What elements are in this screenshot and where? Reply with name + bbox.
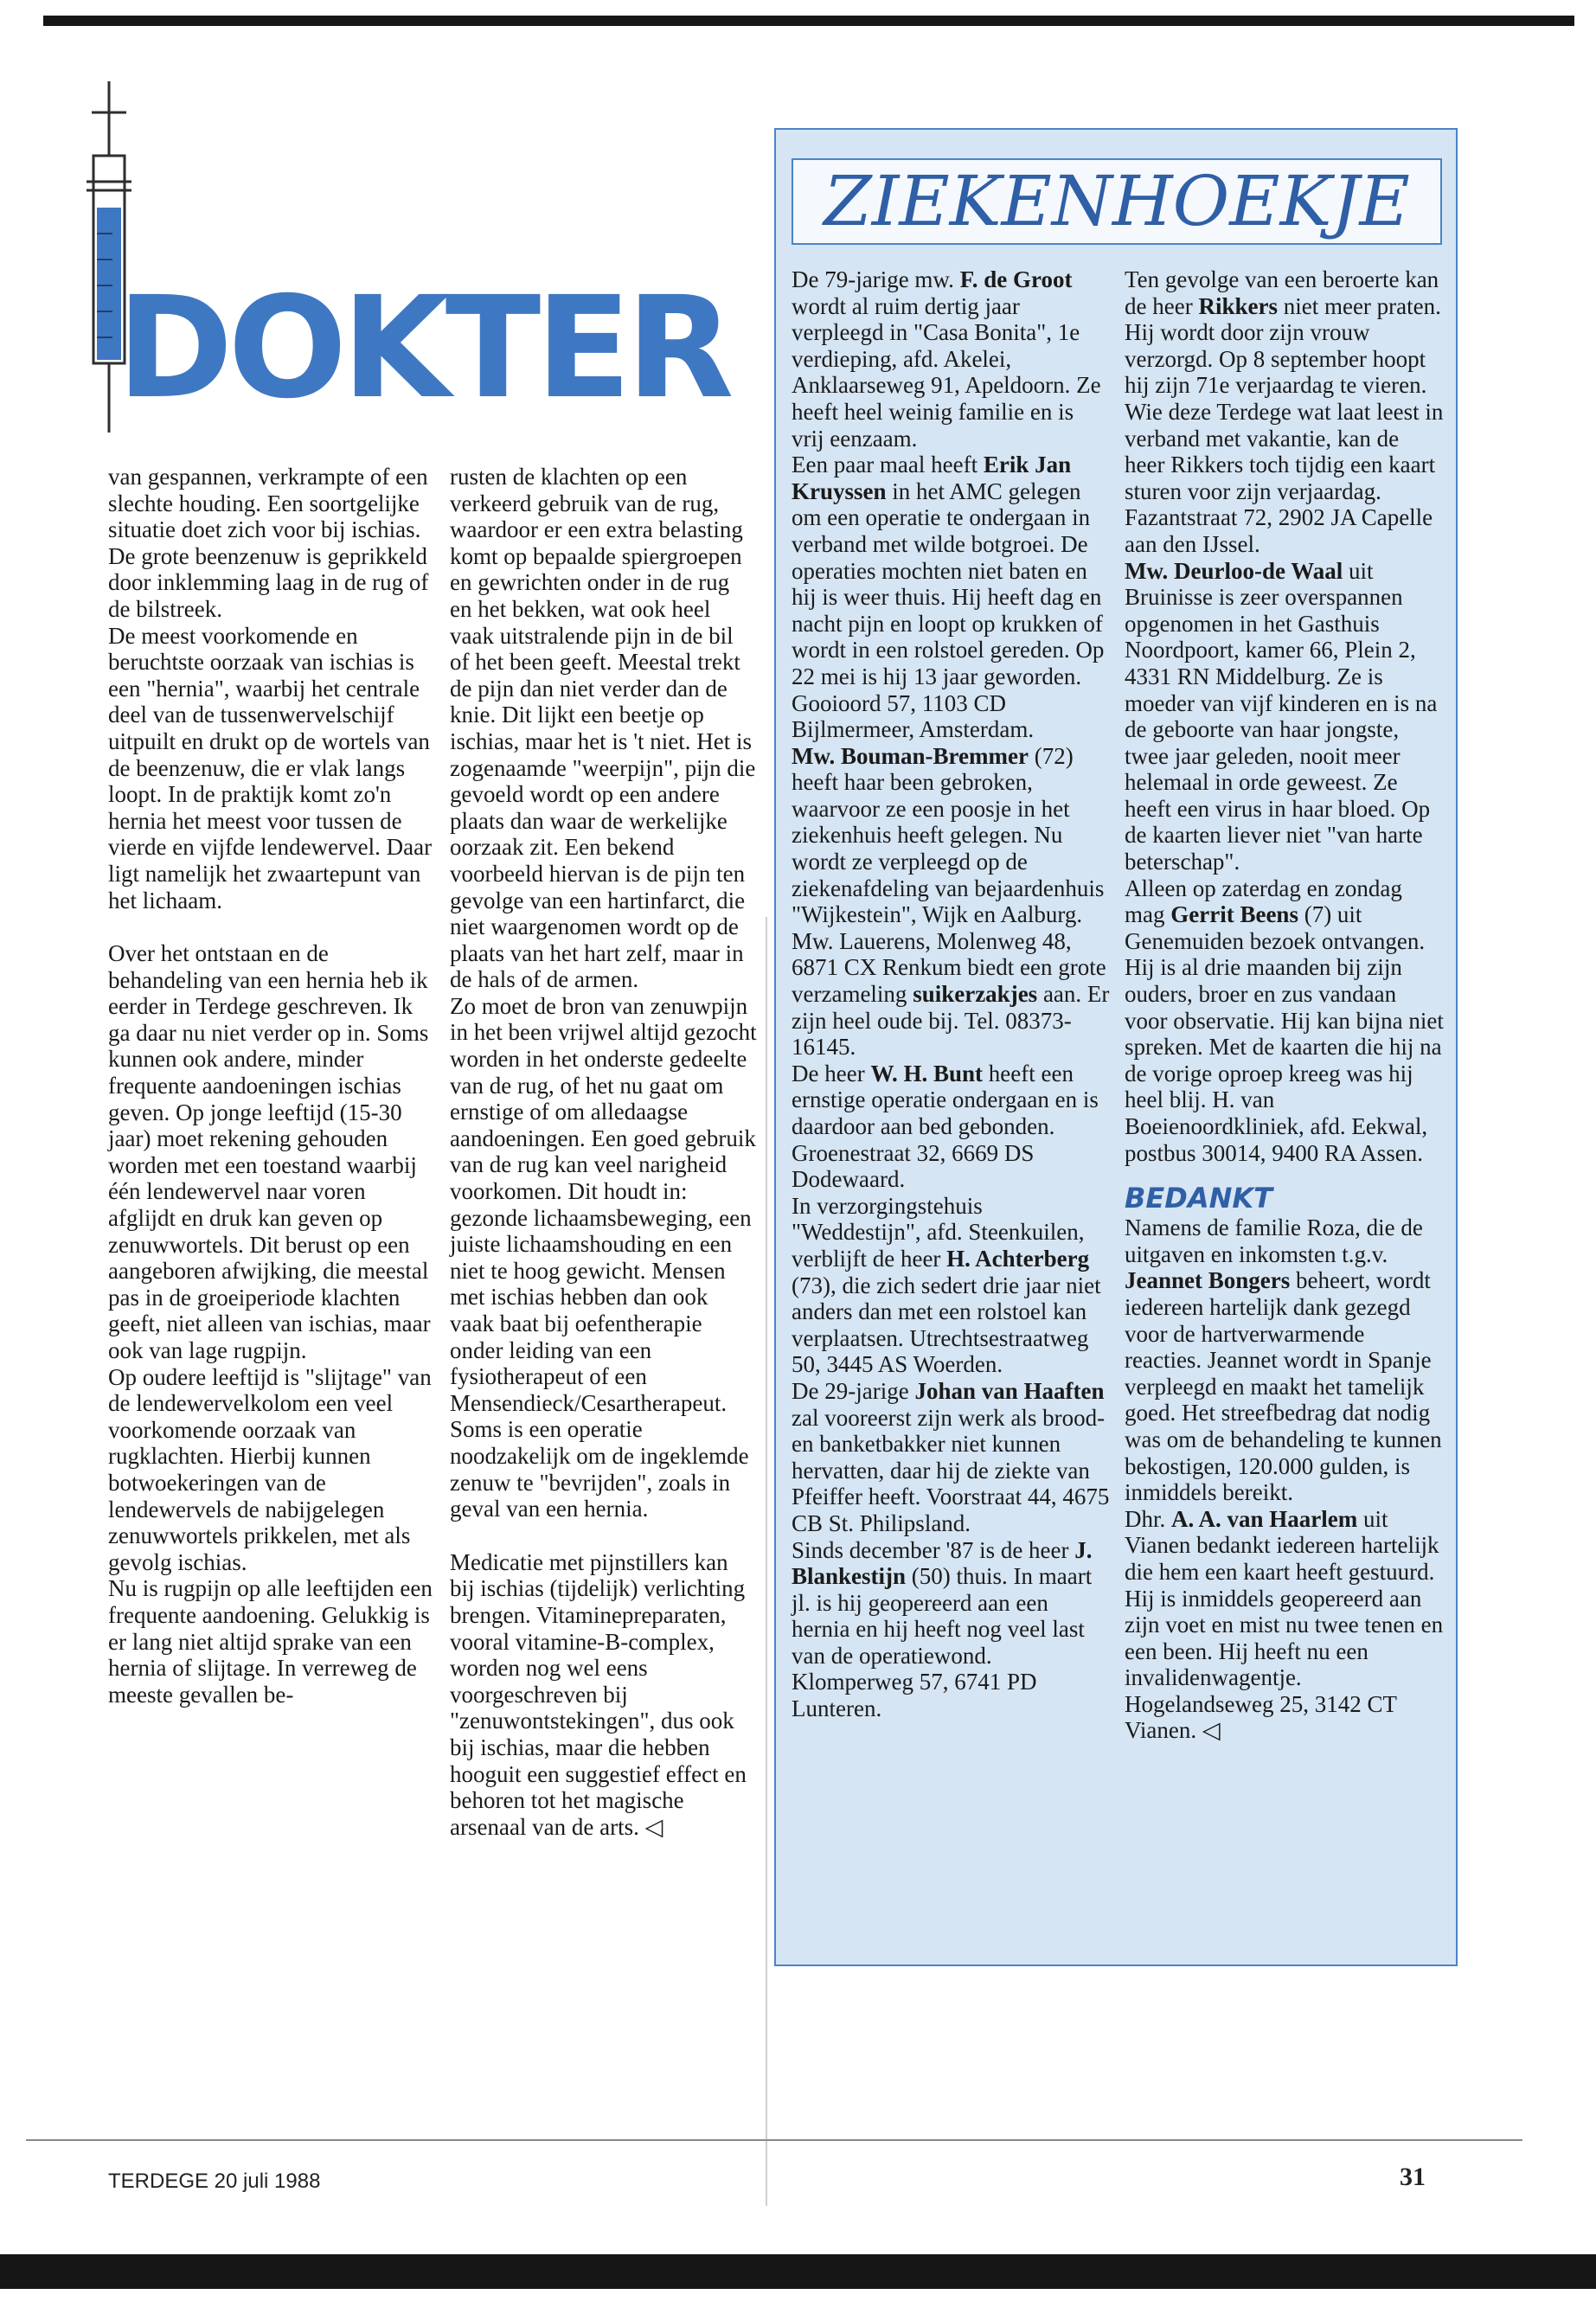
- top-rule: [43, 16, 1574, 26]
- item-name: suikerzakjes: [913, 981, 1038, 1008]
- person-name: Erik Jan Kruyssen: [792, 452, 1072, 504]
- notice: Mw. Bouman-Bremmer (72) heeft haar been gebroken, waarvoor ze een poosje in het ziekenhuis heeft gelegen. Nu wordt ze verpleegd op de ziekenafdeling van bejaardenhuis "Wijkestein", Wijk en Aalburg.: [792, 742, 1105, 928]
- person-name: A. A. van Haarlem: [1171, 1505, 1358, 1532]
- paragraph: Medicatie met pijnstillers kan bij ischias (tijdelijk) verlichting brengen. Vitaminepreparaten, vooral vitamine-B-complex, worden nog wel eens voorgeschreven bij "zenuwontstekingen", dus ook bij ischias, maar die hebben hooguit een suggestief effect en behoren tot het magische arsenaal van de arts. ◁: [450, 1548, 747, 1840]
- person-name: Mw. Deurloo-de Waal: [1125, 557, 1343, 584]
- person-name: F. de Groot: [959, 266, 1073, 292]
- paragraph: Nu is rugpijn op alle leeftijden een frequente aandoening. Gelukkig is er lang niet altijd sprake van een hernia of slijtage. In verreweg de meeste gevallen be-: [108, 1575, 433, 1708]
- notice: De 29-jarige Johan van Haaften zal vooreerst zijn werk als brood- en banketbakker niet kunnen hervatten, daar hij de ziekte van Pfeiffer heeft. Voorstraat 44, 4675 CB St. Philipsland.: [792, 1377, 1110, 1536]
- publication-info: TERDEGE 20 juli 1988: [108, 2170, 321, 2193]
- footer-rule: [26, 2139, 1522, 2141]
- article-column-1: [108, 464, 437, 1708]
- paragraph: Over het ontstaan en de behandeling van een hernia heb ik eerder in Terdege geschreven. Ik ga daar nu niet verder op in. Soms kunnen ook andere, minder frequente aandoeningen ischias geven. Op jonge leeftijd (15-30 jaar) moet rekening gehouden worden met een toestand waarbij één lendewervel naar voren afglijdt en druk kan geven op zenuwwortels. Dit berust op een aangeboren afwijking, die meestal pas in de groeiperiode klachten geeft, niet alleen van ischias, maar ook van lage rugpijn.: [108, 940, 431, 1363]
- paragraph: Op oudere leeftijd is "slijtage" van de lendewervelkolom een veel voorkomende oorzaak van rugklachten. Hierbij kunnen botwoekeringen van de lendewervels de nabijgelegen zenuwwortels prikkelen, met als gevolg ischias.: [108, 1363, 432, 1575]
- notice: De heer W. H. Bunt heeft een ernstige operatie ondergaan en is daardoor aan bed gebonden. Groenestraat 32, 6669 DS Dodewaard.: [792, 1060, 1099, 1193]
- bottom-rule: [0, 2254, 1596, 2289]
- person-name: Jeannet Bongers: [1125, 1267, 1291, 1294]
- person-name: W. H. Bunt: [870, 1060, 984, 1086]
- person-name: Mw. Bouman-Bremmer: [792, 742, 1029, 769]
- paragraph: rusten de klachten op een verkeerd gebruik van de rug, waardoor er een extra belasting komt op bepaalde spiergroepen en gewrichten onder in de rug en het bekken, wat ook heel vaak uitstralende pijn in de bil of het been geeft. Meestal trekt de pijn dan niet verder dan de knie. Dit lijkt een beetje op ischias, maar het is 't niet. Het is zogenaamde "weerpijn", pijn die gevoeld wordt op een andere plaats dan waar de werkelijke oorzaak zit. Een bekend voorbeeld hiervan is de pijn ten gevolge van een hartinfarct, die niet waargenomen wordt op de plaats van het hart zelf, maar in de hals of de armen.: [450, 464, 756, 993]
- ziekenhoekje-column-1: [792, 266, 1112, 1722]
- person-name: Rikkers: [1198, 292, 1278, 319]
- notice: Mw. Lauerens, Molenweg 48, 6871 CX Renkum biedt een grote verzameling suikerzakjes aan. Er zijn heel oude bij. Tel. 08373-16145.: [792, 927, 1110, 1061]
- notice: De 79-jarige mw. F. de Groot wordt al ruim dertig jaar verpleegd in "Casa Bonita", 1e verdieping, afd. Akelei, Anklaarseweg 91, Apeldoorn. Ze heeft heel weinig familie en is vrij eenzaam.: [792, 266, 1101, 452]
- person-name: H. Achterberg: [946, 1245, 1090, 1272]
- notice: In verzorgingstehuis "Weddestijn", afd. Steenkuilen, verblijft de heer H. Achterberg (73), die zich sedert drie jaar niet anders dan met een rolstoel kan verplaatsen. Utrechtsestraatweg 50, 3445 AS Woerden.: [792, 1192, 1101, 1378]
- ziekenhoekje-column-2: [1125, 266, 1445, 1744]
- box-title: ZIEKENHOEKJE: [792, 158, 1442, 245]
- notice: Ten gevolge van een beroerte kan de heer Rikkers niet meer praten. Hij wordt door zijn vrouw verzorgd. Op 8 september hoopt hij zijn 71e verjaardag te vieren. Wie deze Terdege wat laat leest in verband met vakantie, kan de heer Rikkers toch tijdig een kaart sturen voor zijn verjaardag. Fazantstraat 72, 2902 JA Capelle aan den IJssel.: [1125, 266, 1444, 557]
- person-name: Gerrit Beens: [1170, 901, 1298, 928]
- person-name: J. Blankestijn: [792, 1536, 1093, 1590]
- article-column-2: [450, 464, 757, 1840]
- notice: Namens de familie Roza, die de uitgaven en inkomsten t.g.v. Jeannet Bongers beheert, wordt iedereen hartelijk dank gezegd voor de hartverwarmende reacties. Jeannet wordt in Spanje verpleegd en maakt het tamelijk goed. Het streefbedrag dat nodig was om de behandeling te kunnen bekostigen, 120.000 gulden, is inmiddels bereikt.: [1125, 1215, 1442, 1506]
- column-divider: [766, 917, 767, 2206]
- page-number: 31: [1400, 2163, 1426, 2191]
- page-title: DOKTER: [117, 267, 729, 430]
- notice: Dhr. A. A. van Haarlem uit Vianen bedankt iedereen hartelijk die hem een kaart heeft gestuurd. Hij is inmiddels geopereerd aan zijn voet en mist nu twee tenen en een been. Hij heeft nu een invalidenwagentje. Hogelandseweg 25, 3142 CT Vianen. ◁: [1125, 1505, 1444, 1744]
- notice: Sinds december '87 is de heer J. Blankestijn (50) thuis. In maart jl. is hij geopereerd aan een hernia en hij heeft nog veel last van de operatiewond. Klomperweg 57, 6741 PD Lunteren.: [792, 1536, 1093, 1722]
- person-name: Johan van Haaften: [914, 1377, 1105, 1404]
- notice: Alleen op zaterdag en zondag mag Gerrit Beens (7) uit Genemuiden bezoek ontvangen. Hij is al drie maanden bij zijn ouders, broer en zus vandaan voor observatie. Hij kan bijna niet spreken. Met de kaarten die hij na de vorige oproep kreeg was hij heel blij. H. van Boeienoordkliniek, afd. Eekwal, postbus 30014, 9400 RA Assen.: [1125, 875, 1444, 1166]
- paragraph: van gespannen, verkrampte of een slechte houding. Een soortgelijke situatie doet zich voor bij ischias. De grote beenzenuw is geprikkeld door inklemming laag in de rug of de bilstreek.: [108, 464, 429, 622]
- bedankt-heading: BEDANKT: [1125, 1182, 1272, 1215]
- notice: Mw. Deurloo-de Waal uit Bruinisse is zeer overspannen opgenomen in het Gasthuis Noordpoort, kamer 66, Plein 2, 4331 RN Middelburg. Ze is moeder van vijf kinderen en is na de geboorte van haar jongste, twee jaar geleden, nooit meer helemaal in orde geweest. Ze heeft een virus in haar bloed. Op de kaarten liever niet "van harte beterschap".: [1125, 557, 1438, 875]
- notice: Een paar maal heeft Erik Jan Kruyssen in het AMC gelegen om een operatie te ondergaan in verband met wilde botgroei. De operaties mochten niet baten en hij is weer thuis. Hij heeft dag en nacht pijn en loopt op krukken of wordt in een rolstoel gereden. Op 22 mei is hij 13 jaar geworden. Gooioord 57, 1103 CD Bijlmermeer, Amsterdam.: [792, 452, 1105, 743]
- paragraph: De meest voorkomende en beruchtste oorzaak van ischias is een "hernia", waarbij het centrale deel van de tussenwervelschijf uitpuilt en drukt op de wortels van de beenzenuw, die er vlak langs loopt. In de praktijk komt zo'n hernia het meest voor tussen de vierde en vijfde lendewervel. Daar ligt namelijk het zwaartepunt van het lichaam.: [108, 622, 433, 913]
- paragraph: Zo moet de bron van zenuwpijn in het been vrijwel altijd gezocht worden in het onderste gedeelte van de rug, of het nu gaat om ernstige of om alledaagse aandoeningen. Een goed gebruik van de rug kan veel narigheid voorkomen. Dit houdt in: gezonde lichaamsbeweging, een juiste lichaamshouding en een niet te hoog gewicht. Mensen met ischias hebben dan ook vaak baat bij oefentherapie onder leiding van een fysiotherapeut of een Mensendieck/Cesartherapeut. Soms is een operatie noodzakelijk om de ingeklemde zenuw te "bevrijden", zoals in geval van een hernia.: [450, 992, 757, 1522]
